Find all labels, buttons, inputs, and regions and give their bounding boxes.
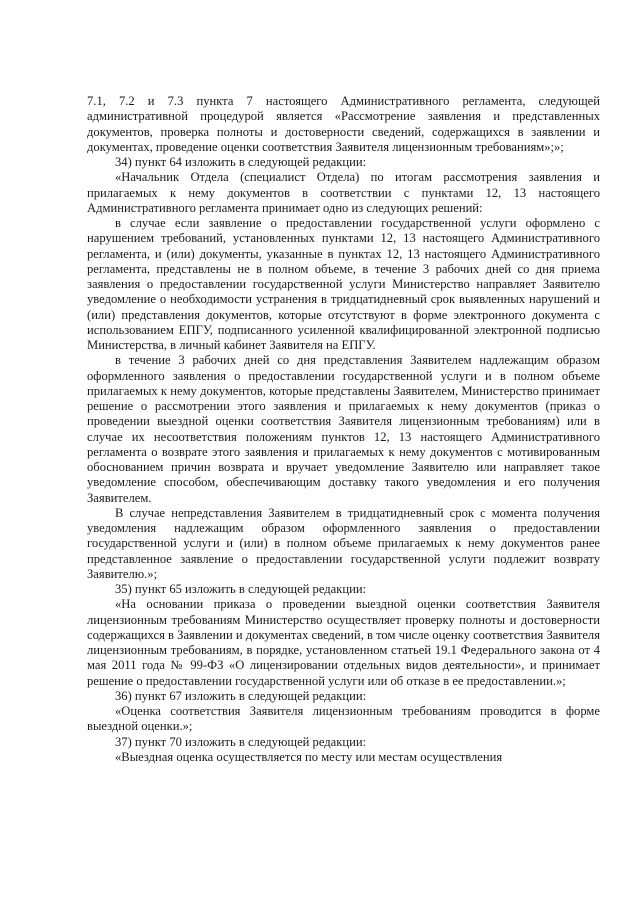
paragraph-decision-intro: «Начальник Отдела (специалист Отдела) по итогам рассмотрения заявления и прилагаемых к нему документов в соответствии с пунктами 12, 13 настоящего Административного регламента принимает одно из следующих решений: bbox=[87, 170, 600, 215]
document-page bbox=[87, 94, 600, 765]
paragraph-assessment-form: «Оценка соответствия Заявителя лицензионным требованиям проводится в форме выездной оценки.»; bbox=[87, 704, 600, 734]
paragraph-violation-case: в случае если заявление о предоставлении государственной услуги оформлено с нарушением требований, установленных пунктами 12, 13 настоящего Административного регламента, и (или) документы, указанные в пунктах 12, 13 настоящего Административного регламента, представлены не в полном объеме, в течение 3 рабочих дней со дня приема заявления о предоставлении государственной услуги Министерство направляет Заявителю уведомление о необходимости устранения в тридцатидневный срок выявленных нарушений и (или) представления документов, которые отсутствуют в форме электронного документа с использованием ЕПГУ, подписанного усиленной квалифицированной электронной подписью Министерства, в личный кабинет Заявителя на ЕПГУ. bbox=[87, 216, 600, 352]
paragraph-order-basis: «На основании приказа о проведении выездной оценки соответствия Заявителя лицензионным требованиям Министерство осуществляет проверку полноты и достоверности содержащихся в Заявлении и документах сведений, в том числе оценку соответствия Заявителя лицензионным требованиям, в порядке, установленном статьей 19.1 Федерального закона от 4 мая 2011 года № 99-ФЗ «О лицензировании отдельных видов деятельности», и принимает решение о предоставлении государственной услуги или об отказе в ее предоставлении.»; bbox=[87, 597, 600, 688]
list-item-34: 34) пункт 64 изложить в следующей редакции: bbox=[115, 155, 367, 169]
paragraph-continuation: 7.1, 7.2 и 7.3 пункта 7 настоящего Административного регламента, следующей административной процедурой является «Рассмотрение заявления и представленных документов, проверка полноты и достоверности сведений, содержащихся в заявлении и документах, проведение оценки соответствия Заявителя лицензионным требованиям»;»; bbox=[87, 94, 600, 154]
paragraph-onsite-assessment: «Выездная оценка осуществляется по месту или местам осуществления bbox=[115, 749, 503, 764]
paragraph-three-days: в течение 3 рабочих дней со дня представления Заявителем надлежащим образом оформленного заявления о предоставлении государственной услуги и в полном объеме прилагаемых к нему документов, которые представлены Заявителем, Министерство принимает решение о рассмотрении этого заявления и прилагаемых к нему документов (приказ о проведении выездной оценки соответствия Заявителя лицензионным требованиям) или в случае их несоответствия положениям пунктов 12, 13 настоящего Административного регламента о возврате этого заявления и прилагаемых к нему документов с мотивированным обоснованием причин возврата и вручает уведомление Заявителю или направляет такое уведомление способом, обеспечивающим доставку такого уведомления и его получения Заявителем. bbox=[87, 353, 600, 505]
list-item-36: 36) пункт 67 изложить в следующей редакции: bbox=[115, 688, 367, 703]
list-item-35: 35) пункт 65 изложить в следующей редакции: bbox=[115, 582, 367, 596]
paragraph-non-submission: В случае непредставления Заявителем в тридцатидневный срок с момента получения уведомления надлежащим образом оформленного заявления о предоставлении государственной услуги и (или) в полном объеме прилагаемых к нему документов ранее представленное заявление о предоставлении государственной услуги подлежит возврату Заявителю.»; bbox=[87, 505, 600, 581]
list-item-37: 37) пункт 70 изложить в следующей редакции: bbox=[115, 734, 367, 749]
